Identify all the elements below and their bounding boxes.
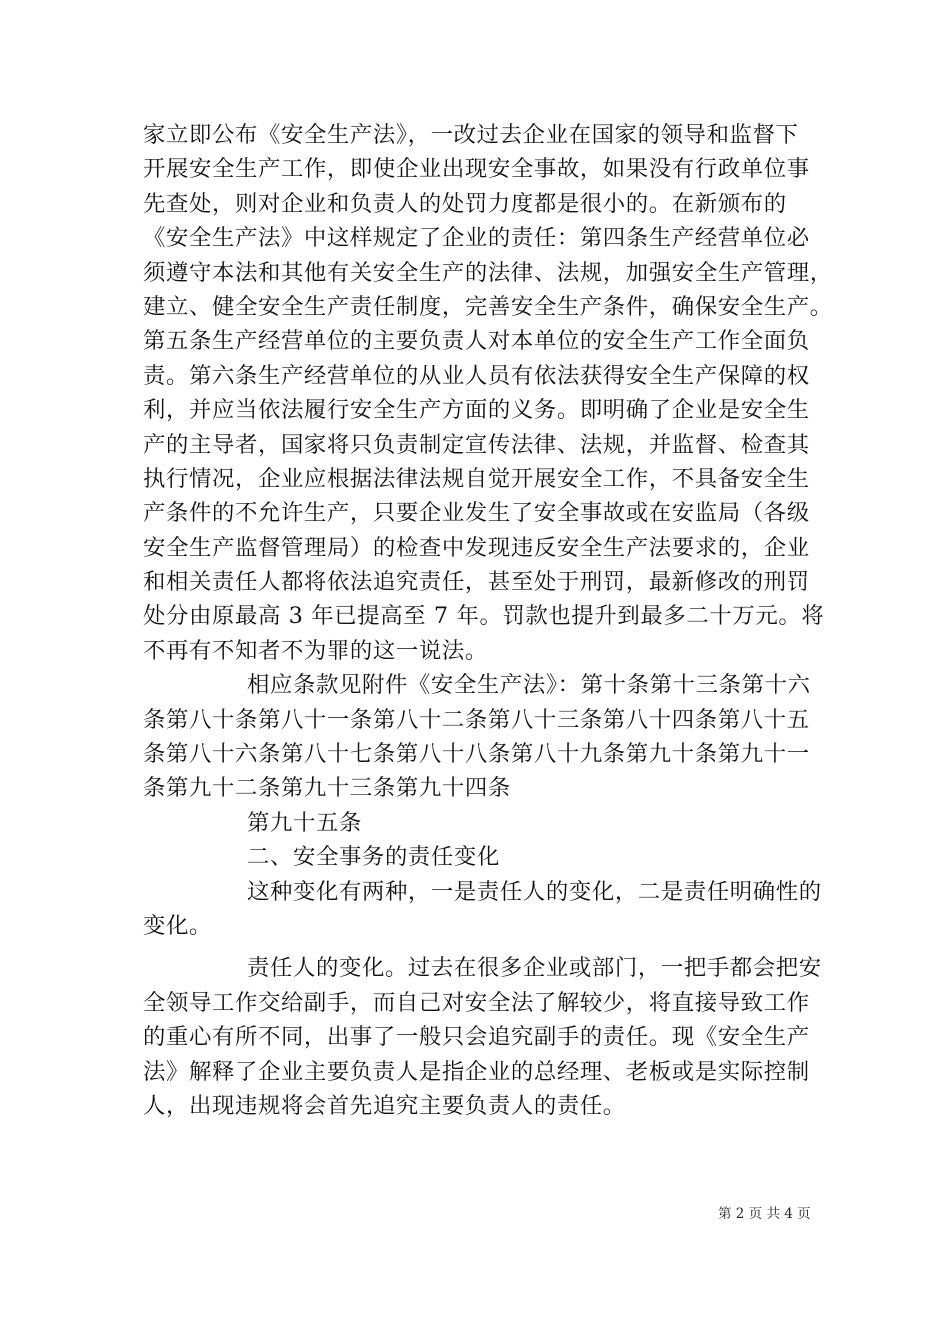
text-line: 责。第六条生产经营单位的从业人员有依法获得安全生产保障的权 (143, 362, 810, 389)
text-line: 执行情况，企业应根据法律法规自觉开展安全工作，不具备安全生 (143, 465, 810, 492)
page-number: 第 2 页 共 4 页 (718, 1206, 811, 1222)
text-line: 第九十五条 (247, 809, 362, 836)
text-line: 法》解释了企业主要负责人是指企业的总经理、老板或是实际控制 (143, 1058, 810, 1085)
text-line: 建立、健全安全生产责任制度，完善安全生产条件，确保安全生产。 (143, 293, 833, 320)
text-line: 《安全生产法》中这样规定了企业的责任：第四条生产经营单位必 (143, 225, 810, 252)
text-line: 这种变化有两种，一是责任人的变化，二是责任明确性的 (247, 878, 822, 905)
text-line: 条第八十条第八十一条第八十二条第八十三条第八十四条第八十五 (143, 706, 810, 733)
text-line: 利，并应当依法履行安全生产方面的义务。即明确了企业是安全生 (143, 397, 810, 424)
text-line: 条第八十六条第八十七条第八十八条第八十九条第九十条第九十一 (143, 741, 810, 768)
text-line: 条第九十二条第九十三条第九十四条 (143, 775, 511, 802)
text-line: 处分由原最高 3 年已提高至 7 年。罚款也提升到最多二十万元。将 (143, 603, 825, 630)
text-line: 变化。 (143, 912, 212, 939)
text-line: 须遵守本法和其他有关安全生产的法律、法规，加强安全生产管理， (143, 259, 833, 286)
text-line: 家立即公布《安全生产法》，一改过去企业在国家的领导和监督下 (143, 122, 799, 148)
text-line: 第五条生产经营单位的主要负责人对本单位的安全生产工作全面负 (143, 328, 810, 355)
text-line: 开展安全生产工作，即使企业出现安全事故，如果没有行政单位事 (143, 156, 810, 183)
text-line: 不再有不知者不为罪的这一说法。 (143, 637, 488, 664)
text-line: 产条件的不允许生产，只要企业发生了安全事故或在安监局（各级 (143, 500, 810, 527)
text-line: 全领导工作交给副手，而自己对安全法了解较少，将直接导致工作 (143, 989, 810, 1016)
text-line: 相应条款见附件《安全生产法》：第十条第十三条第十六 (247, 672, 811, 699)
body-text (143, 118, 833, 1123)
text-line: 先查处，则对企业和负责人的处罚力度都是很小的。在新颁布的 (143, 190, 787, 217)
text-line: 产的主导者，国家将只负责制定宣传法律、法规，并监督、检查其 (143, 431, 810, 458)
section-heading: 二、安全事务的责任变化 (247, 844, 500, 871)
text-line: 和相关责任人都将依法追究责任，甚至处于刑罚，最新修改的刑罚 (143, 569, 810, 596)
text-line: 责任人的变化。过去在很多企业或部门，一把手都会把安 (247, 955, 822, 982)
text-line: 安全生产监督管理局）的检查中发现违反安全生产法要求的，企业 (143, 534, 810, 561)
text-line: 的重心有所不同，出事了一般只会追究副手的责任。现《安全生产 (143, 1024, 810, 1051)
text-line: 人，出现违规将会首先追究主要负责人的责任。 (143, 1092, 626, 1119)
